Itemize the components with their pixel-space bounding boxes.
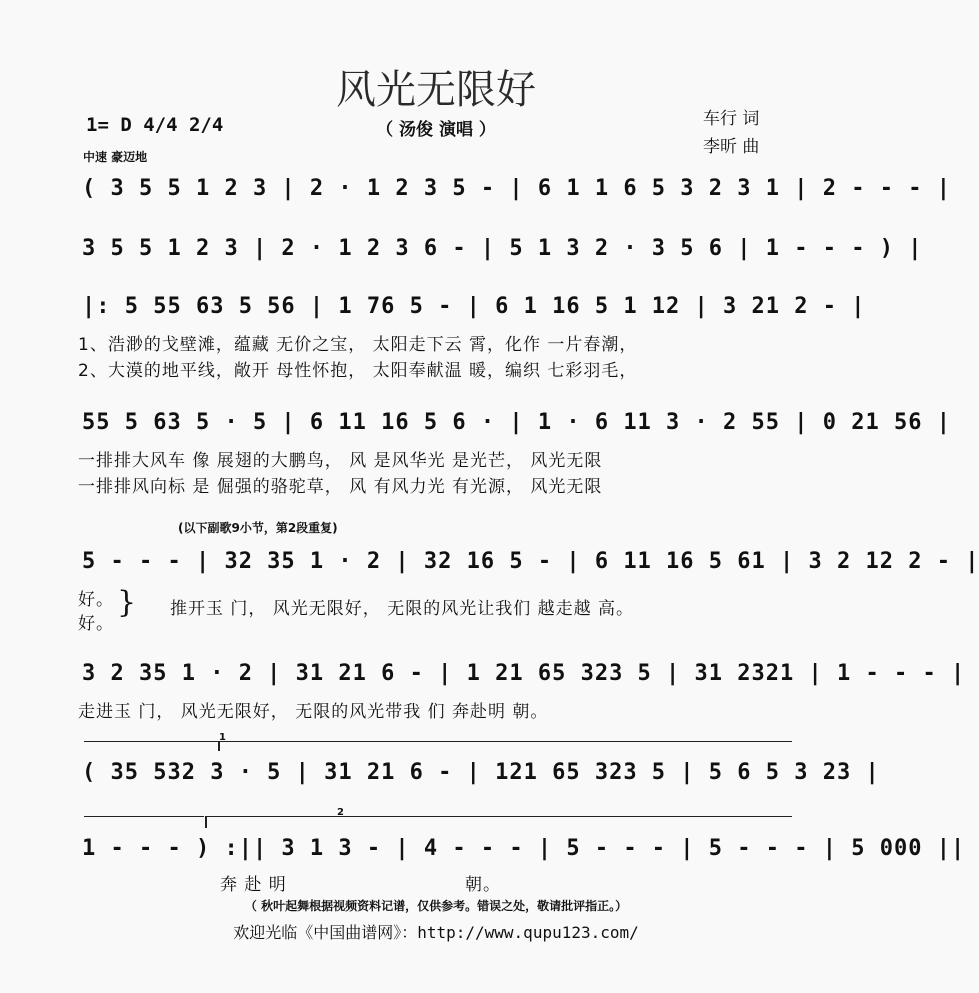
staff-line-5: 5 - - - | 32 35 1 · 2 | 32 16 5 - | 6 11 16 5 61 | 3 2 12 2 - | xyxy=(82,549,979,574)
lyric-chorus-1: 推开玉 门， 风光无限好， 无限的风光让我们 越走越 高。 xyxy=(170,599,635,619)
lyric-chorus-2: 走进玉 门， 风光无限好， 无限的风光带我 们 奔赴明 朝。 xyxy=(78,702,549,722)
key-signature: 1= D 4/4 2/4 xyxy=(86,114,224,136)
volta-label-1: 1 xyxy=(219,732,226,743)
staff-line-4: 55 5 63 5 · 5 | 6 11 16 5 6 · | 1 · 6 11 3 · 2 55 | 0 21 56 | xyxy=(82,410,951,435)
staff-line-2: 3 5 5 1 2 3 | 2 · 1 2 3 6 - | 5 1 3 2 · 3 5 6 | 1 - - - ) | xyxy=(82,236,923,261)
staff-line-7: ( 35 532 3 · 5 | 31 21 6 - | 121 65 323 5 | 5 6 5 3 23 | xyxy=(82,760,880,785)
lyric-coda-1: 奔 赴 明 xyxy=(220,875,287,895)
volta-bracket-1 xyxy=(84,732,792,743)
volta-tick-2 xyxy=(205,816,207,828)
lyric-coda-2: 朝。 xyxy=(465,875,501,895)
performer-credit: （ 汤俊 演唱 ） xyxy=(376,120,496,140)
staff-line-6: 3 2 35 1 · 2 | 31 21 6 - | 1 21 65 323 5 | 31 2321 | 1 - - - | xyxy=(82,661,966,686)
site-footer: 欢迎光临《中国曲谱网》：http://www.qupu123.com/ xyxy=(233,923,639,942)
composer-credit: 李昕 曲 xyxy=(703,137,760,157)
staff-line-1: ( 3 5 5 1 2 3 | 2 · 1 2 3 5 - | 6 1 1 6 5 3 2 3 1 | 2 - - - | xyxy=(82,176,951,201)
lyric-verse1-b: 一排排大风车 像 展翅的大鹏鸟， 风 是风华光 是光芒， 风光无限 xyxy=(78,451,603,471)
brace-symbol: } xyxy=(117,585,137,620)
lyric-verse1-a: 1、浩渺的戈壁滩，蕴藏 无价之宝， 太阳走下云 霄，化作 一片春潮， xyxy=(78,335,638,355)
song-title: 风光无限好 xyxy=(336,67,536,113)
lyric-end-1: 好。 xyxy=(78,590,114,610)
lyric-verse2-b: 一排排风向标 是 倔强的骆驼草， 风 有风力光 有光源， 风光无限 xyxy=(78,477,603,497)
volta-bracket-2 xyxy=(205,807,792,818)
volta-label-2: 2 xyxy=(337,807,344,818)
chorus-note: (以下副歌9小节，第2段重复) xyxy=(178,521,338,535)
lyricist-credit: 车行 词 xyxy=(703,109,760,129)
staff-line-8: 1 - - - ) :|| 3 1 3 - | 4 - - - | 5 - - - | 5 - - - | 5 000 || xyxy=(82,836,966,861)
staff-line-3: |: 5 55 63 5 56 | 1 76 5 - | 6 1 16 5 1 12 | 3 21 2 - | xyxy=(82,294,866,319)
lyric-verse2-a: 2、大漠的地平线，敞开 母性怀抱， 太阳奉献温 暖，编织 七彩羽毛， xyxy=(78,361,638,381)
lyric-end-2: 好。 xyxy=(78,614,114,634)
volta-bracket-1-end xyxy=(84,816,204,817)
transcription-note: （ 秋叶起舞根据视频资料记谱，仅供参考。错误之处，敬请批评指正。） xyxy=(244,899,628,913)
tempo-marking: 中速 豪迈地 xyxy=(83,150,148,164)
volta-tick-1 xyxy=(218,741,220,751)
